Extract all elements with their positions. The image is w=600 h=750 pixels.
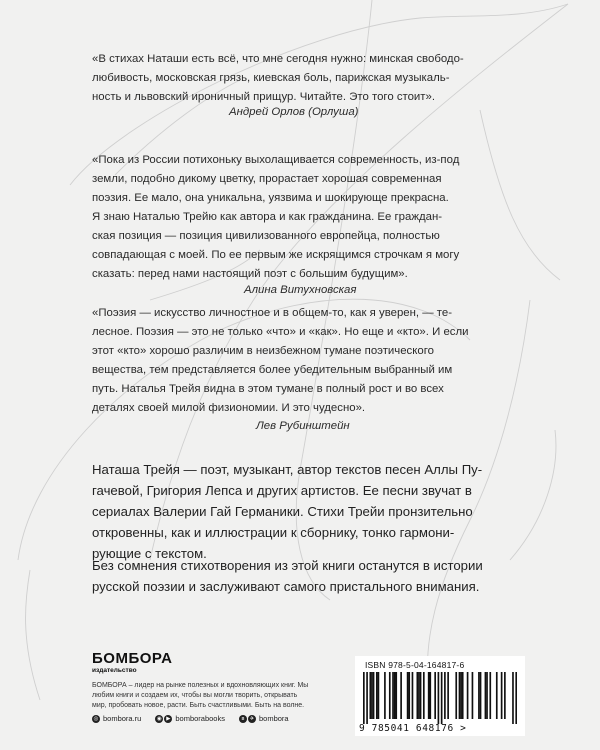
quote-line: вещества, тем представляется более убедительным выбранный им xyxy=(92,364,453,376)
barcode-box xyxy=(355,656,525,736)
quote-vitukhnovskaya xyxy=(92,151,522,284)
barcode-bar xyxy=(384,672,386,719)
quote-line: ность и львовский ироничный прищур. Читайте. Это того стоит». xyxy=(92,91,436,103)
bio-line: рующие с текстом. xyxy=(92,546,207,561)
bio-line: русской поэзии и заслуживают самого пристального внимания. xyxy=(92,579,480,594)
barcode-bar xyxy=(480,672,482,719)
social-link-bombora[interactable] xyxy=(239,714,289,723)
quote-rubinstein xyxy=(92,304,522,418)
barcode-bar xyxy=(378,672,380,719)
bio-line: откровенны, как и иллюстрации к сборнику, тонко гармони- xyxy=(92,525,455,540)
quote-line: деталях своей милой физиономии. И это чудесно». xyxy=(92,402,366,414)
publisher-logo: БОМБОРА xyxy=(92,650,173,667)
isbn-label: ISBN 978-5-04-164817-6 xyxy=(365,660,465,670)
barcode-bar xyxy=(512,672,514,724)
quote-line: «Поэзия — искусство личностное и в общем-то, как я уверен, — те- xyxy=(92,307,453,319)
quote-line: любивость, московская грязь, киевская боль, парижская музыкаль- xyxy=(92,72,450,84)
quote-author-rubinstein: Лев Рубинштейн xyxy=(256,420,350,432)
barcode-bar xyxy=(423,672,425,719)
author-bio xyxy=(92,459,522,564)
social-label: bombora xyxy=(258,714,289,723)
barcode-bar xyxy=(416,672,418,719)
quote-author-vitukhnovskaya: Алина Витухновская xyxy=(244,284,357,296)
barcode-bar xyxy=(394,672,396,719)
quote-line: лесное. Поэзия — это не только «что» и «как». Но еще и «кто». И если xyxy=(92,326,469,338)
barcode-bar xyxy=(501,672,503,719)
bio-line: гачевой, Григория Лепса и других артистов. Ее песни звучат в xyxy=(92,483,472,498)
barcode-bar xyxy=(420,672,422,719)
bio-line: Наташа Трейя — поэт, музыкант, автор текстов песен Аллы Пу- xyxy=(92,462,483,477)
globe-icon: ◎ xyxy=(93,715,99,722)
barcode-bar xyxy=(496,672,498,719)
barcode-bar xyxy=(455,672,457,719)
bio-line: Без сомнения стихотворения из этой книги останутся в истории xyxy=(92,558,483,573)
quote-line: «В стихах Наташи есть всё, что мне сегодня нужно: минская свободо- xyxy=(92,53,464,65)
barcode-bar xyxy=(418,672,420,719)
quote-line: путь. Наталья Трейя видна в этом тумане в полный рост и во всех xyxy=(92,383,444,395)
barcode-bar xyxy=(462,672,464,719)
barcode-bar xyxy=(389,672,391,719)
social-label: bomborabooks xyxy=(175,714,225,723)
barcode-bar xyxy=(395,672,397,719)
barcode-bar xyxy=(486,672,488,719)
quote-line: поэзия. Ее мало, она уникальна, уязвима и шокирующе прекрасна. xyxy=(92,192,449,204)
quote-orlov xyxy=(92,50,522,107)
barcode-bar xyxy=(373,672,375,719)
social-links xyxy=(92,714,289,723)
barcode-bar xyxy=(515,672,517,724)
quote-line: земли, подобно дикому цветку, прорастает хорошая современная xyxy=(92,173,442,185)
quote-line: Я знаю Наталью Трейю как автора и как гражданина. Ее граждан- xyxy=(92,211,443,223)
closing-statement xyxy=(92,555,522,597)
barcode-bar xyxy=(472,672,474,719)
barcode-bar xyxy=(408,672,410,719)
quote-line: этот «кто» хорошо различим в неизбежном тумане поэтического xyxy=(92,345,434,357)
barcode-bar xyxy=(371,672,373,719)
social-link-books[interactable] xyxy=(155,714,225,723)
barcode-bar xyxy=(438,672,440,724)
quote-line: совпадающая с моей. По ее первым же искрящимся строчкам я могу xyxy=(92,249,460,261)
quote-author-orlov: Андрей Орлов (Орлуша) xyxy=(229,106,359,118)
barcode-bar xyxy=(460,672,462,719)
quote-line: сказать: перед нами настоящий поэт с большим будущим». xyxy=(92,268,408,280)
social-link-site[interactable] xyxy=(92,714,141,723)
barcode-graphic xyxy=(363,672,517,724)
barcode-bar xyxy=(485,672,487,719)
barcode-bar xyxy=(392,672,394,719)
barcode-bar xyxy=(441,672,443,724)
barcode-bar xyxy=(363,672,365,724)
barcode-bar xyxy=(478,672,480,719)
barcode-bar xyxy=(376,672,378,719)
bio-line: сериалах Валерии Гай Германики. Стихи Трейи пронзительно xyxy=(92,504,473,519)
barcode-bar xyxy=(447,672,449,719)
barcode-bar xyxy=(429,672,431,719)
barcode-bar xyxy=(369,672,371,719)
publisher-tagline: БОМБОРА – лидер на рынке полезных и вдохновляющих книг. Мы любим книги и создаем их, чтобы вы могли творить, открывать мир, пробовать новое, расти. Быть счастливыми. Быть на волне. xyxy=(92,682,309,709)
barcode-bar xyxy=(504,672,506,719)
barcode-bar xyxy=(444,672,446,719)
barcode-digits: 9 785041 648176 > xyxy=(359,723,467,734)
barcode-bar xyxy=(434,672,436,719)
quote-line: ская позиция — позиция цивилизованного европейца, полностью xyxy=(92,230,440,242)
barcode-bar xyxy=(428,672,430,719)
barcode-bar xyxy=(366,672,368,724)
barcode-bar xyxy=(459,672,461,719)
social-icons-2: в ✈ xyxy=(239,715,256,723)
barcode-bar xyxy=(412,672,414,719)
publisher-logo-sub: издательство xyxy=(92,667,137,674)
barcode-bar xyxy=(400,672,402,719)
quote-line: «Пока из России потихоньку выхолащивается современность, из-под xyxy=(92,154,460,166)
barcode-bar xyxy=(489,672,491,719)
social-label: bombora.ru xyxy=(103,714,142,723)
barcode-bar xyxy=(467,672,469,719)
publisher-block xyxy=(92,651,322,711)
social-icons: ◉ ▶ xyxy=(156,715,171,722)
barcode-bar xyxy=(407,672,409,719)
